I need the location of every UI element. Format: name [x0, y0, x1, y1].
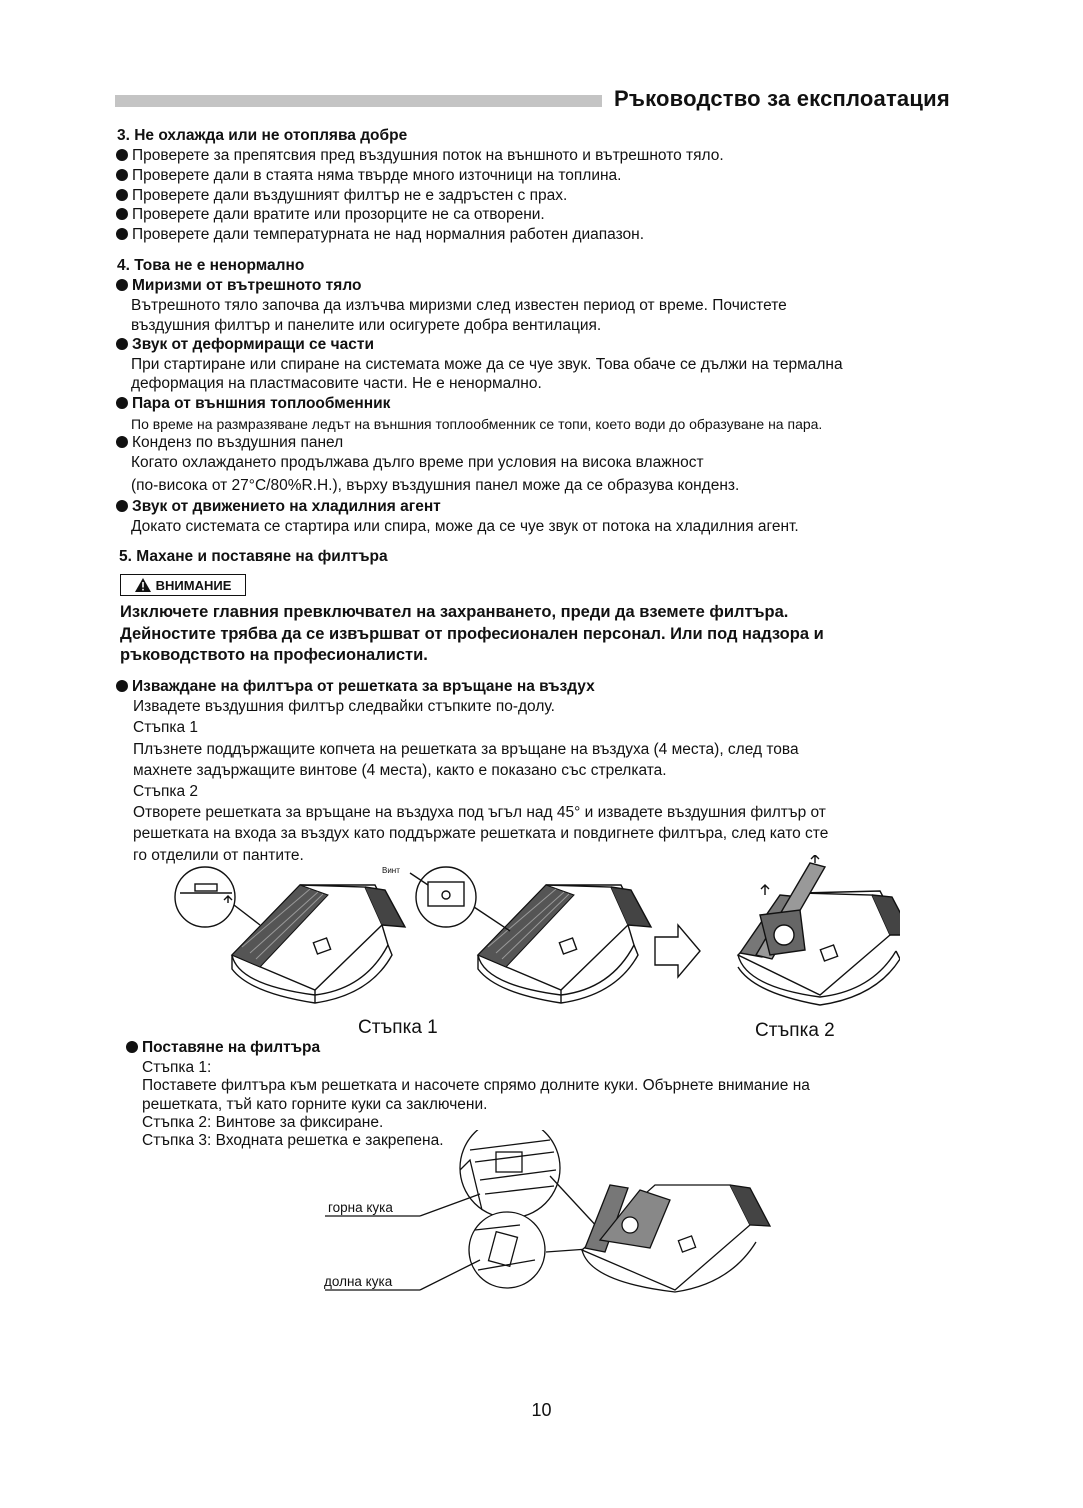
bullet-icon: [116, 436, 128, 448]
bullet-icon: [116, 338, 128, 350]
subheading: Поставяне на филтъра: [126, 1038, 320, 1058]
step-2-caption: Стъпка 2: [755, 1020, 835, 1040]
warning-line: Изключете главния превключвател на захранването, преди да вземете филтъра.: [120, 603, 789, 621]
subheading: Звук от движението на хладилния агент: [116, 497, 441, 517]
bullet-icon: [116, 189, 128, 201]
paragraph-line: Вътрешното тяло започва да излъчва миризми след известен период от време. Почистете: [131, 297, 787, 314]
warning-label: ВНИМАНИЕ: [155, 577, 232, 593]
paragraph-line: Стъпка 3: Входната решетка е закрепена.: [142, 1132, 444, 1149]
arrow-right-icon: [655, 925, 700, 977]
filter-removal-figure: [160, 855, 900, 1040]
paragraph-line: Стъпка 1: [133, 719, 199, 736]
section-5-title: 5. Махане и поставяне на филтъра: [119, 548, 388, 565]
indoor-unit-open-illustration: [582, 1185, 770, 1292]
list-item: Проверете дали в стаята няма твърде много източници на топлина.: [116, 166, 621, 186]
page-title: Ръководство за експлоатация: [614, 86, 950, 111]
list-item: Проверете дали температурната не над нормалния работен диапазон.: [116, 225, 644, 245]
header-bar: [115, 95, 602, 107]
upper-hook-label: горна кука: [328, 1200, 393, 1215]
bullet-icon: [116, 279, 128, 291]
subheading: Миризми от вътрешното тяло: [116, 276, 361, 296]
paragraph-line: Стъпка 2: Винтове за фиксиране.: [142, 1114, 384, 1131]
bullet-icon: [126, 1041, 138, 1053]
bullet-icon: [116, 169, 128, 181]
paragraph-line: Докато системата се стартира или спира, може да се чуе звук от потока на хладилния агент.: [131, 518, 799, 535]
paragraph-line: деформация на пластмасовите части. Не е ненормално.: [131, 375, 542, 392]
step-1-caption: Стъпка 1: [358, 1017, 438, 1038]
filter-insertion-figure: [310, 1130, 780, 1300]
paragraph-line: По време на размразяване ледът на външния топлообменник се топи, което води до образуване на пара.: [131, 416, 823, 432]
subheading: Звук от деформиращи се части: [116, 335, 374, 355]
bullet-icon: [116, 397, 128, 409]
paragraph-line: Плъзнете поддържащите копчета на решетката за връщане на въздуха (4 места), след това: [133, 741, 799, 758]
bullet-icon: [116, 228, 128, 240]
paragraph-line: решетката, тъй като горните куки са заключени.: [142, 1096, 488, 1113]
warning-line: ръководството на професионалисти.: [120, 646, 428, 664]
paragraph-line: въздушния филтър и панелите или осигурете добра вентилация.: [131, 317, 602, 334]
upper-hook-detail: [460, 1130, 560, 1218]
paragraph-line: решетката на входа за въздух като поддържате решетката и повдигнете филтъра, след като сте: [133, 825, 829, 842]
warning-badge: [120, 574, 246, 596]
bullet-icon: [116, 208, 128, 220]
list-item: Проверете дали вратите или прозорците не са отворени.: [116, 205, 545, 225]
warning-line: Дейностите трябва да се извършват от професионален персонал. Или под надзора и: [120, 625, 824, 643]
subheading: Пара от външния топлообменник: [116, 394, 390, 414]
paragraph-line: Извадете въздушния филтър следвайки стъпките по-долу.: [133, 698, 555, 715]
paragraph-line: (по-висока от 27°C/80%R.H.), върху въздушния панел може да се образува конденз.: [131, 477, 740, 494]
subheading: Конденз по въздушния панел: [116, 433, 343, 453]
paragraph-line: Когато охлаждането продължава дълго време при условия на висока влажност: [131, 454, 704, 471]
detail-callout: [175, 867, 235, 927]
indoor-unit-open-illustration: [738, 855, 900, 1005]
section-3-title: 3. Не охлажда или не отоплява добре: [117, 127, 408, 144]
detail-callout: [416, 867, 476, 927]
lower-hook-label: долна кука: [324, 1274, 393, 1289]
paragraph-line: Отворете решетката за връщане на въздуха под ъгъл над 45° и извадете въздушния филтър от: [133, 804, 826, 821]
paragraph-line: махнете задържащите винтове (4 места), както е показано със стрелката.: [133, 762, 667, 779]
lower-hook-detail: [469, 1212, 545, 1288]
bullet-icon: [116, 149, 128, 161]
bullet-icon: [116, 500, 128, 512]
paragraph-line: Стъпка 1:: [142, 1059, 212, 1076]
subheading: Изваждане на филтъра от решетката за връщане на въздух: [116, 677, 595, 697]
warning-icon: [135, 578, 151, 592]
indoor-unit-illustration: [232, 885, 405, 1003]
paragraph-line: го отделили от пантите.: [133, 847, 304, 864]
list-item: Проверете за препятсвия пред въздушния поток на външното и вътрешното тяло.: [116, 146, 724, 166]
bullet-icon: [116, 680, 128, 692]
paragraph-line: Поставете филтъра към решетката и насочете спрямо долните куки. Обърнете внимание на: [142, 1077, 810, 1094]
indoor-unit-illustration: [478, 885, 651, 1003]
section-4-title: 4. Това не е ненормално: [117, 257, 305, 274]
paragraph-line: При стартиране или спиране на системата може да се чуе звук. Това обаче се дължи на термална: [131, 356, 843, 373]
page-number: 10: [531, 1400, 552, 1420]
screw-label: Винт: [382, 866, 400, 875]
paragraph-line: Стъпка 2: [133, 783, 199, 800]
list-item: Проверете дали въздушният филтър не е задръстен с прах.: [116, 186, 567, 206]
